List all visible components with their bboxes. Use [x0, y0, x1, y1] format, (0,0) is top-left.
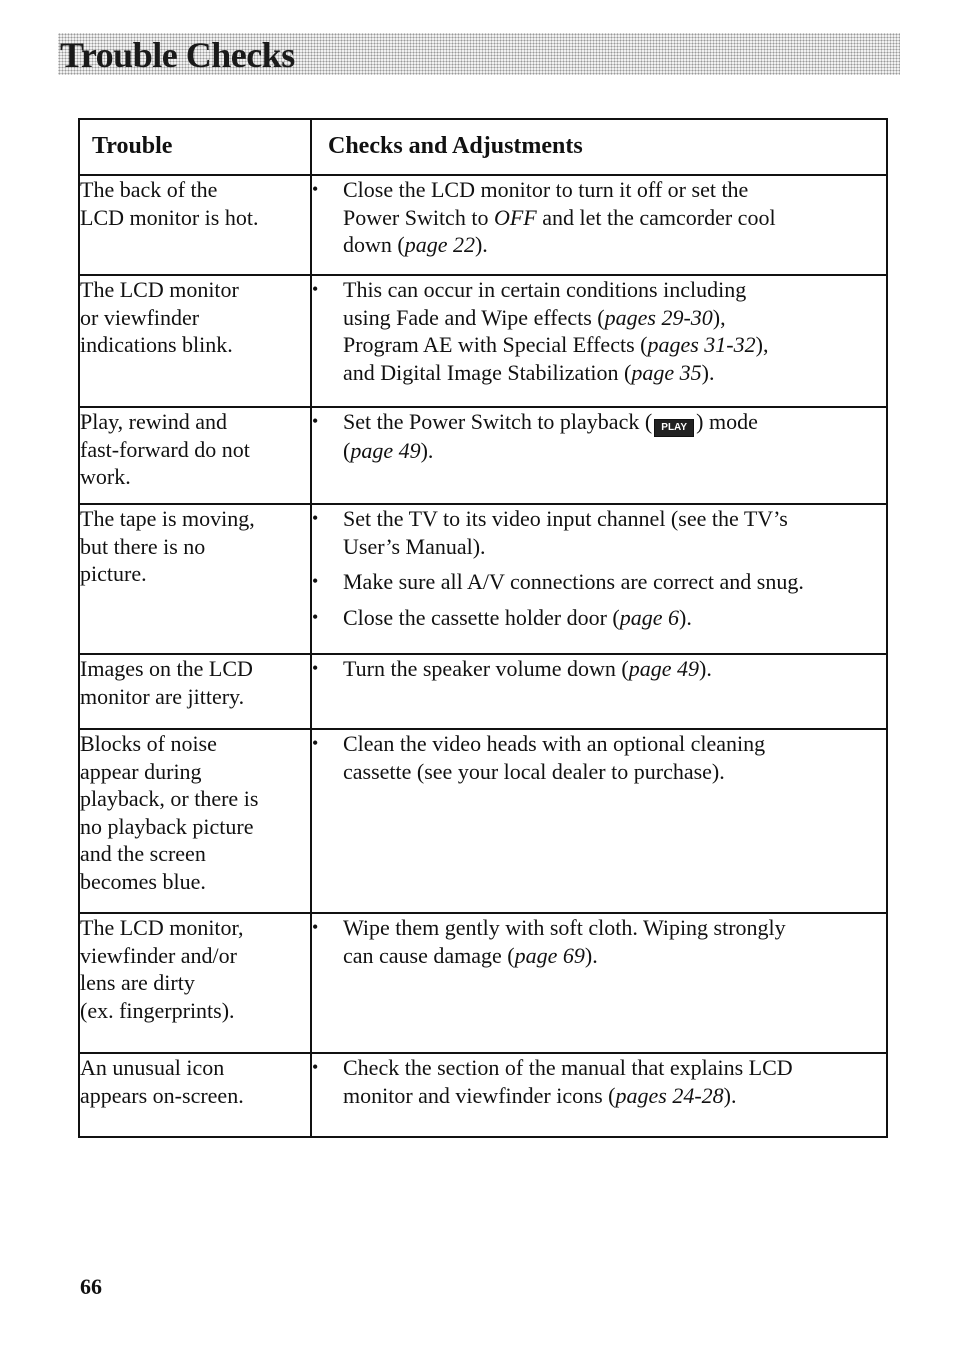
- check-text: ),: [712, 304, 726, 330]
- check-text: ) mode: [696, 409, 758, 434]
- trouble-line: indications blink.: [80, 332, 233, 357]
- checks-list: [312, 276, 886, 386]
- page-reference: pages 24-28: [615, 1082, 724, 1108]
- table-body: [79, 175, 887, 1137]
- trouble-line: LCD monitor is hot.: [80, 204, 259, 230]
- trouble-line: appears on-screen.: [80, 1082, 244, 1108]
- trouble-cell: [79, 913, 311, 1053]
- page-reference: pages 29-30: [604, 304, 713, 330]
- check-text: Make sure all A/V connections are correct and snug.: [343, 569, 804, 594]
- check-item: [312, 914, 886, 969]
- trouble-line: no playback picture: [80, 813, 254, 839]
- page-reference: pages 31-32: [647, 332, 756, 357]
- trouble-line: picture.: [80, 561, 147, 586]
- checks-list: [312, 914, 886, 969]
- page-reference: page 49: [350, 438, 421, 463]
- check-text: and Digital Image Stabilization (: [343, 359, 632, 385]
- check-text: Program AE with Special Effects (: [343, 332, 648, 357]
- checks-cell: [311, 175, 887, 275]
- checks-cell: [311, 913, 887, 1053]
- check-text: ).: [723, 1082, 737, 1108]
- check-item: [312, 655, 886, 683]
- trouble-line: playback, or there is: [80, 786, 259, 811]
- trouble-line: appear during: [80, 758, 202, 784]
- trouble-line: lens are dirty: [80, 970, 195, 995]
- check-item: [312, 276, 886, 386]
- table-row: [79, 654, 887, 729]
- check-text: Close the cassette holder door (: [343, 604, 620, 630]
- page-number: 66: [80, 1274, 102, 1299]
- checks-cell: [311, 1053, 887, 1137]
- checks-list: [312, 1054, 886, 1109]
- trouble-checks-table: [78, 118, 888, 1138]
- table-row: [79, 175, 887, 275]
- trouble-line: and the screen: [80, 841, 206, 866]
- check-text: User’s Manual).: [343, 533, 486, 559]
- check-text: Turn the speaker volume down (: [343, 656, 629, 681]
- trouble-line: Blocks of noise: [80, 731, 217, 756]
- table-row: [79, 1053, 887, 1137]
- check-text: cassette (see your local dealer to purchase).: [343, 758, 725, 784]
- check-item: [312, 505, 886, 560]
- check-text: can cause damage (: [343, 942, 515, 968]
- trouble-line: or viewfinder: [80, 304, 200, 330]
- checks-list: [312, 505, 886, 631]
- check-text: Set the Power Switch to playback (: [343, 409, 653, 434]
- check-text: ).: [701, 359, 715, 385]
- check-text: Power Switch to: [343, 204, 494, 230]
- check-text: Set the TV to its video input channel (see the TV’s: [343, 506, 788, 531]
- trouble-cell: [79, 275, 311, 407]
- checks-cell: [311, 504, 887, 654]
- check-text: This can occur in certain conditions including: [343, 277, 747, 302]
- table-row: [79, 729, 887, 913]
- trouble-cell: [79, 654, 311, 729]
- table-row: [79, 275, 887, 407]
- check-item: [312, 730, 886, 785]
- checks-list: [312, 730, 886, 785]
- page-reference: OFF: [493, 204, 537, 230]
- trouble-line: The back of the: [80, 177, 218, 202]
- trouble-line: The LCD monitor,: [80, 915, 244, 940]
- check-text: ),: [755, 332, 769, 357]
- check-item: [312, 604, 886, 632]
- check-text: down (: [343, 232, 405, 257]
- header-checks: [311, 119, 887, 175]
- check-text: ).: [474, 232, 488, 257]
- checks-cell: [311, 654, 887, 729]
- trouble-cell: [79, 407, 311, 504]
- page-title: Trouble Checks: [60, 35, 295, 75]
- trouble-line: work.: [80, 464, 131, 489]
- checks-cell: [311, 729, 887, 913]
- page-reference: page 22: [404, 232, 475, 257]
- table-row: [79, 407, 887, 504]
- check-text: Check the section of the manual that explains LCD: [343, 1055, 793, 1080]
- check-text: and let the camcorder cool: [536, 204, 776, 230]
- checks-cell: [311, 275, 887, 407]
- checks-list: [312, 655, 886, 683]
- trouble-line: monitor are jittery.: [80, 683, 245, 709]
- check-text: (: [343, 438, 351, 463]
- header-checks-label: Checks and Adjustments: [328, 133, 583, 159]
- checks-list: [312, 408, 886, 465]
- trouble-line: fast-forward do not: [80, 436, 250, 462]
- header-trouble: [79, 119, 311, 175]
- trouble-line: (ex. fingerprints).: [80, 997, 235, 1023]
- trouble-cell: [79, 729, 311, 913]
- checks-list: [312, 176, 886, 259]
- page-reference: page 69: [514, 942, 585, 968]
- trouble-line: The tape is moving,: [80, 506, 255, 531]
- check-text: ).: [679, 604, 692, 630]
- check-item: [312, 568, 886, 596]
- trouble-cell: [79, 504, 311, 654]
- trouble-cell: [79, 175, 311, 275]
- header-trouble-label: Trouble: [92, 133, 173, 159]
- trouble-cell: [79, 1053, 311, 1137]
- table-row: [79, 913, 887, 1053]
- trouble-line: Images on the LCD: [80, 656, 253, 681]
- check-item: [312, 1054, 886, 1109]
- page-reference: page 35: [631, 359, 702, 385]
- check-text: ).: [420, 438, 434, 463]
- check-text: ).: [584, 942, 598, 968]
- trouble-line: The LCD monitor: [80, 277, 239, 302]
- table-header-row: [79, 119, 887, 175]
- check-item: [312, 176, 886, 259]
- trouble-line: Play, rewind and: [80, 409, 228, 434]
- check-text: ).: [699, 656, 712, 681]
- checks-cell: [311, 407, 887, 504]
- check-text: using Fade and Wipe effects (: [343, 304, 605, 330]
- table-row: [79, 504, 887, 654]
- page-reference: page 6: [619, 604, 680, 630]
- trouble-line: becomes blue.: [80, 868, 206, 894]
- trouble-line: but there is no: [80, 533, 206, 559]
- page-reference: page 49: [628, 656, 700, 681]
- title-banner: [58, 33, 900, 75]
- check-text: Wipe them gently with soft cloth. Wiping strongly: [343, 915, 786, 940]
- check-text: Close the LCD monitor to turn it off or set the: [343, 177, 749, 202]
- check-item: [312, 408, 886, 465]
- trouble-line: viewfinder and/or: [80, 942, 237, 968]
- check-text: monitor and viewfinder icons (: [343, 1082, 616, 1108]
- trouble-line: An unusual icon: [80, 1055, 225, 1080]
- check-text: Clean the video heads with an optional cleaning: [343, 731, 766, 756]
- playback-mode-icon: PLAY: [654, 419, 694, 437]
